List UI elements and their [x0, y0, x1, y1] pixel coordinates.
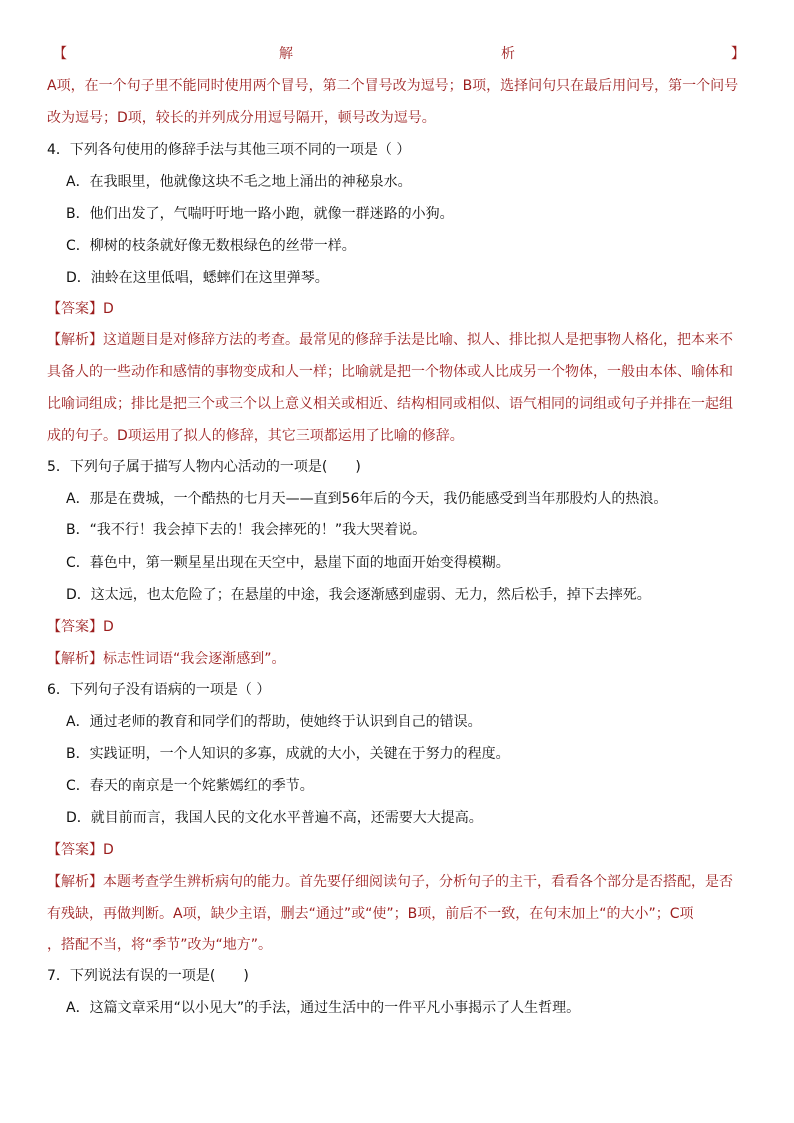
question-4-option-d: D．油蛉在这里低唱，蟋蟀们在这里弹琴。 [66, 270, 329, 286]
answer-value: D [103, 619, 114, 635]
question-4-analysis-line-2: 具备人的一些动作和感情的事物变成和人一样；比喻就是把一个物体或人比成另一个物体，一般由本体、喻体和 [47, 364, 733, 380]
question-6-option-a: A．通过老师的教育和同学们的帮助，使她终于认识到自己的错误。 [66, 714, 482, 730]
question-6-option-d: D．就目前而言，我国人民的文化水平普遍不高，还需要大大提高。 [66, 810, 483, 826]
question-6-option-c: C．春天的南京是一个姹紫嫣红的季节。 [66, 778, 314, 794]
intro-line-2: 改为逗号；D项，较长的并列成分用逗号隔开，顿号改为逗号。 [47, 110, 436, 126]
question-5-option-c: C．暮色中，第一颗星星出现在天空中，悬崖下面的地面开始变得模糊。 [66, 555, 510, 571]
heading-left-bracket: 【 [53, 46, 67, 62]
answer-value: D [103, 301, 114, 317]
analysis-heading [47, 44, 747, 64]
question-6-analysis-line-1 [47, 872, 747, 892]
answer-tag: 【答案】 [47, 301, 103, 317]
question-6-answer [47, 840, 747, 860]
question-5-option-b: B．“我不行！我会掉下去的！我会摔死的！”我大哭着说。 [66, 522, 427, 538]
question-4-answer [47, 299, 747, 319]
answer-tag: 【答案】 [47, 619, 103, 635]
question-4-analysis-line-1 [47, 330, 747, 350]
answer-tag: 【答案】 [47, 842, 103, 858]
question-4-analysis-line-4: 成的句子。D项运用了拟人的修辞，其它三项都运用了比喻的修辞。 [47, 428, 464, 444]
question-6-option-b: B．实践证明，一个人知识的多寡，成就的大小，关键在于努力的程度。 [66, 746, 510, 762]
heading-char-xi: 析 [501, 46, 515, 62]
answer-value: D [103, 842, 114, 858]
question-4-stem: 4．下列各句使用的修辞手法与其他三项不同的一项是（ ） [47, 142, 411, 158]
analysis-tag: 【解析】 [47, 874, 103, 890]
question-5-analysis-line-1 [47, 649, 747, 669]
analysis-text: 标志性词语“我会逐渐感到”。 [103, 651, 286, 667]
question-4-option-a: A．在我眼里，他就像这块不毛之地上涌出的神秘泉水。 [66, 174, 412, 190]
question-6-analysis-line-2: 有残缺，再做判断。A项，缺少主语，删去“通过”或“使”；B项，前后不一致，在句末加上“的大小”；C项 [47, 906, 694, 922]
question-6-stem: 6．下列句子没有语病的一项是（ ） [47, 682, 271, 698]
analysis-text: 这道题目是对修辞方法的考查。最常见的修辞手法是比喻、拟人、排比拟人是把事物人格化，把本来不 [103, 332, 733, 348]
question-5-stem: 5．下列句子属于描写人物内心活动的一项是( ) [47, 459, 361, 475]
intro-line-1: A项，在一个句子里不能同时使用两个冒号，第二个冒号改为逗号；B项，选择问句只在最后用问号，第一个问号 [47, 78, 739, 94]
question-7-option-a: A．这篇文章采用“以小见大”的手法，通过生活中的一件平凡小事揭示了人生哲理。 [66, 1000, 581, 1016]
question-5-answer [47, 617, 747, 637]
question-5-option-a: A．那是在费城，一个酷热的七月天——直到56年后的今天，我仍能感受到当年那股灼人的热浪。 [66, 491, 668, 507]
question-4-option-b: B．他们出发了，气喘吁吁地一路小跑，就像一群迷路的小狗。 [66, 206, 454, 222]
analysis-tag: 【解析】 [47, 332, 103, 348]
heading-right-bracket: 】 [731, 46, 745, 62]
question-5-option-d: D．这太远，也太危险了；在悬崖的中途，我会逐渐感到虚弱、无力，然后松手，掉下去摔死。 [66, 587, 651, 603]
question-4-analysis-line-3: 比喻词组成；排比是把三个或三个以上意义相关或相近、结构相同或相似、语气相同的词组或句子并排在一起组 [47, 396, 733, 412]
analysis-text: 本题考查学生辨析病句的能力。首先要仔细阅读句子，分析句子的主干，看看各个部分是否搭配，是否 [103, 874, 733, 890]
heading-char-jie: 解 [279, 46, 293, 62]
question-6-analysis-line-3: ，搭配不当，将“季节”改为“地方”。 [47, 937, 273, 953]
question-7-stem: 7．下列说法有误的一项是( ) [47, 968, 249, 984]
analysis-tag: 【解析】 [47, 651, 103, 667]
question-4-option-c: C．柳树的枝条就好像无数根绿色的丝带一样。 [66, 238, 356, 254]
